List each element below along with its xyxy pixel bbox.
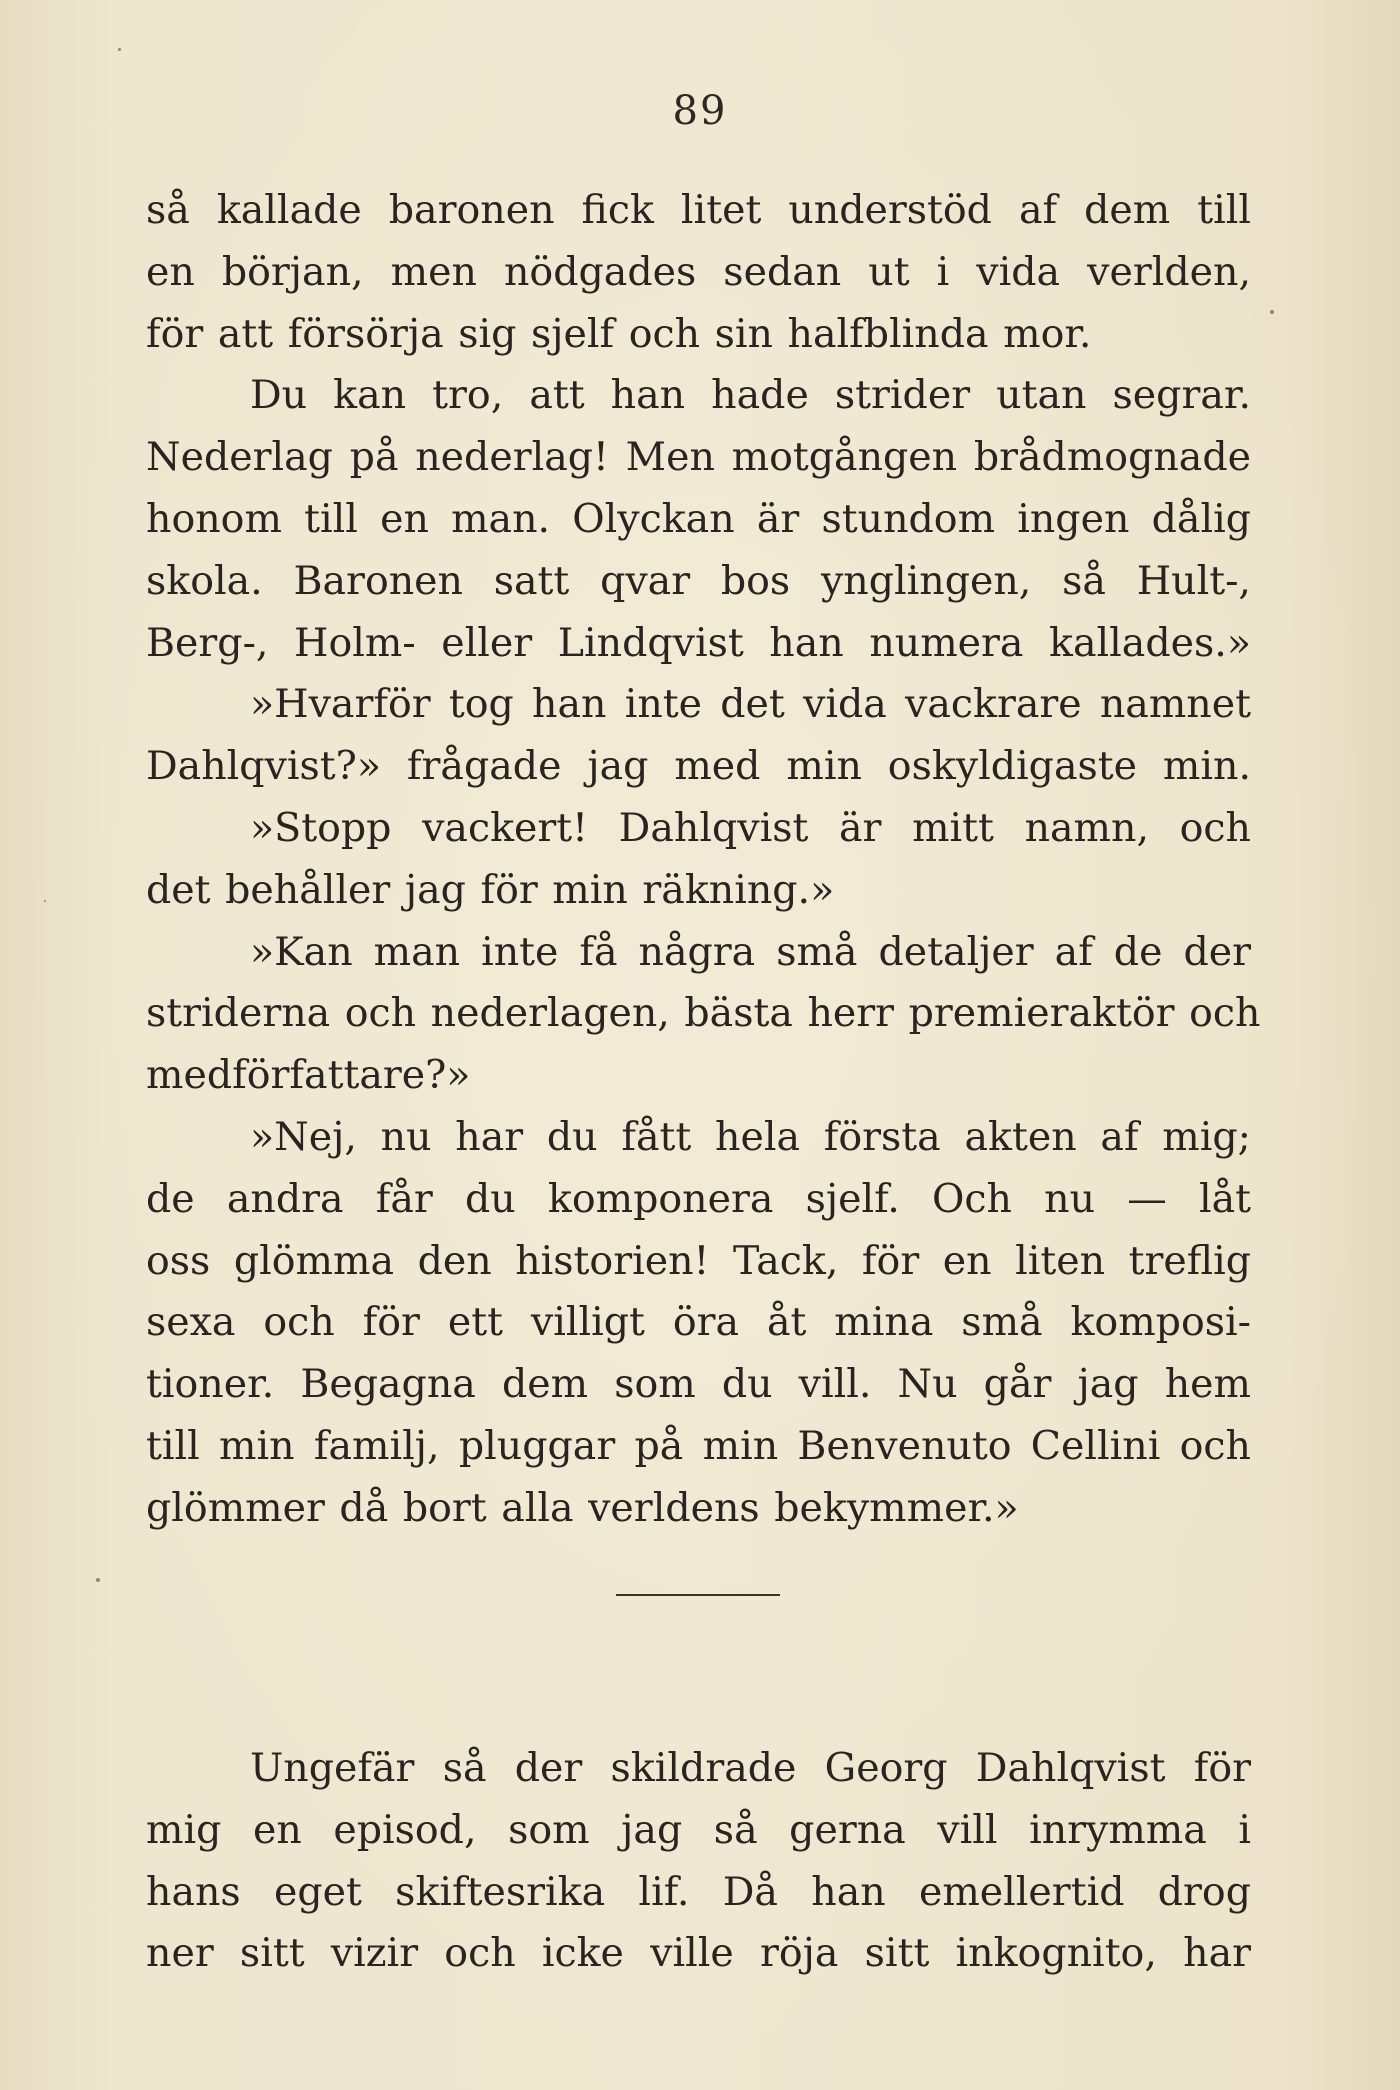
page-number: 89 [672,88,728,134]
paper-speck [44,900,46,902]
text-line: »Nej, nu har du fått hela första akten af mig; [250,1113,1251,1160]
paper-speck [118,48,121,51]
text-block-after-break [146,1738,1251,1985]
text-line: »Kan man inte få några små detaljer af de der [250,928,1251,975]
text-line: det behåller jag för min räkning.» [146,866,835,913]
text-line: »Hvarför tog han inte det vida vackrare namnet [250,681,1251,728]
text-line: Dahlqvist?» frågade jag med min oskyldigaste min. [146,743,1251,790]
text-line: tioner. Begagna dem som du vill. Nu går jag hem [146,1361,1251,1408]
text-line: honom till en man. Olyckan är stundom ingen dålig [146,495,1251,542]
text-line: hans eget skiftesrika lif. Då han emellertid drog [146,1868,1251,1915]
paper-speck [96,1578,100,1582]
text-line: sexa och för ett villigt öra åt mina små komposi- [146,1299,1251,1346]
text-block-before-break [146,180,1261,1540]
text-line: Nederlag på nederlag! Men motgången brådmognade [146,434,1251,481]
text-line: »Stopp vackert! Dahlqvist är mitt namn, och [250,804,1251,851]
text-line: glömmer då bort alla verldens bekymmer.» [146,1484,1019,1531]
text-line: Du kan tro, att han hade strider utan segrar. [250,372,1251,419]
text-line: för att försörja sig sjelf och sin halfblinda mor. [146,310,1092,357]
text-line: mig en episod, som jag så gerna vill inrymma i [146,1806,1251,1853]
text-line: en början, men nödgades sedan ut i vida verlden, [146,248,1251,295]
section-separator-rule [616,1594,780,1596]
text-line: ner sitt vizir och icke ville röja sitt inkognito, har [146,1930,1251,1977]
text-line: skola. Baronen satt qvar bos ynglingen, så Hult-, [146,557,1251,604]
text-line: medförfattare?» [146,1052,471,1099]
text-line: striderna och nederlagen, bästa herr premieraktör och [146,990,1261,1037]
text-line: Berg-, Holm- eller Lindqvist han numera kallades.» [146,619,1251,666]
paper-speck [1270,310,1274,314]
text-line: de andra får du komponera sjelf. Och nu — låt [146,1175,1251,1222]
text-line: oss glömma den historien! Tack, för en liten treflig [146,1237,1251,1284]
text-line: Ungefär så der skildrade Georg Dahlqvist för [250,1745,1251,1791]
text-line: till min familj, pluggar på min Benvenuto Cellini och [146,1422,1251,1469]
text-line: så kallade baronen fick litet understöd af dem till [146,187,1251,233]
